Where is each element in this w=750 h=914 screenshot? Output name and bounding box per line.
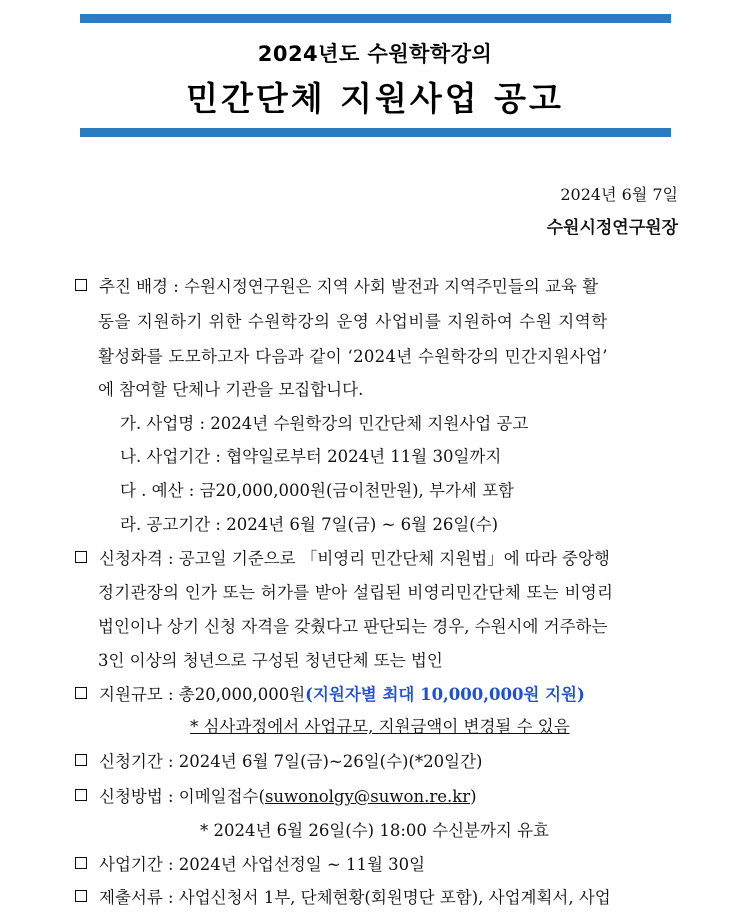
bottom-rule [80, 128, 671, 137]
title-line-1: 2024년도 수원학학강의 [257, 42, 493, 66]
background-line-1 [75, 276, 679, 298]
eligibility-text-1: 신청자격 : 공고일 기준으로 「비영리 민간단체 지원법」에 따라 중앙행 [99, 549, 610, 568]
period-line [75, 751, 482, 773]
documents-line [75, 887, 611, 909]
scale-note: * 심사과정에서 사업규모, 지원금액이 변경될 수 있음 [190, 717, 570, 736]
email-link[interactable]: suwonolgy@suwon.re.kr [264, 787, 471, 806]
eligibility-line-1 [75, 548, 610, 570]
background-item-2: 나. 사업기간 : 협약일로부터 2024년 11월 30일까지 [120, 447, 502, 466]
checkbox-icon [75, 857, 87, 869]
checkbox-icon [75, 890, 87, 902]
method-note: * 2024년 6월 26일(수) 18:00 수신분까지 유효 [200, 821, 549, 840]
title-line-2: 민간단체 지원사업 공고 [186, 79, 564, 118]
scale-highlight: (지원자별 최대 10,000,000원 지원) [305, 685, 585, 704]
eligibility-line-4: 3인 이상의 청년으로 구성된 청년단체 또는 법인 [98, 651, 443, 670]
scale-line [75, 684, 585, 706]
checkbox-icon [75, 279, 87, 291]
method-line [75, 786, 477, 808]
eligibility-line-2: 정기관장의 인가 또는 허가를 받아 설립된 비영리민간단체 또는 비영리 [98, 583, 614, 602]
issuer-name: 수원시정연구원장 [546, 218, 678, 238]
top-rule [80, 14, 671, 23]
biz-period-text: 사업기간 : 2024년 사업선정일 ~ 11월 30일 [99, 855, 426, 874]
scale-label: 지원규모 : 총20,000,000원 [99, 685, 306, 704]
background-line-2: 동을 지원하기 위한 수원학강의 운영 사업비를 지원하여 수원 지역학 [98, 312, 608, 331]
background-item-4: 라. 공고기간 : 2024년 6월 7일(금) ~ 6월 26일(수) [120, 515, 499, 534]
method-label: 신청방법 : 이메일접수( [99, 787, 265, 806]
background-item-3: 다 . 예산 : 금20,000,000원(금이천만원), 부가세 포함 [120, 481, 514, 500]
background-line-3: 활성화를 도모하고자 다음과 같이 ‘2024년 수원학강의 민간지원사업’ [98, 347, 608, 366]
background-text-1: 추진 배경 : 수원시정연구원은 지역 사회 발전과 지역주민들의 교육 활 [99, 277, 599, 296]
checkbox-icon [75, 551, 87, 563]
background-line-4: 에 참여할 단체나 기관을 모집합니다. [98, 380, 364, 399]
background-item-1: 가. 사업명 : 2024년 수원학강의 민간단체 지원사업 공고 [120, 414, 529, 433]
documents-text: 제출서류 : 사업신청서 1부, 단체현황(회원명단 포함), 사업계획서, 사업 [99, 888, 611, 907]
checkbox-icon [75, 754, 87, 766]
announcement-date: 2024년 6월 7일 [560, 185, 678, 204]
method-close: ) [470, 787, 477, 806]
period-text: 신청기간 : 2024년 6월 7일(금)~26일(수)(*20일간) [99, 752, 483, 771]
checkbox-icon [75, 789, 87, 801]
biz-period-line [75, 854, 425, 876]
checkbox-icon [75, 687, 87, 699]
eligibility-line-3: 법인이나 상기 신청 자격을 갖췄다고 판단되는 경우, 수원시에 거주하는 [98, 617, 608, 636]
